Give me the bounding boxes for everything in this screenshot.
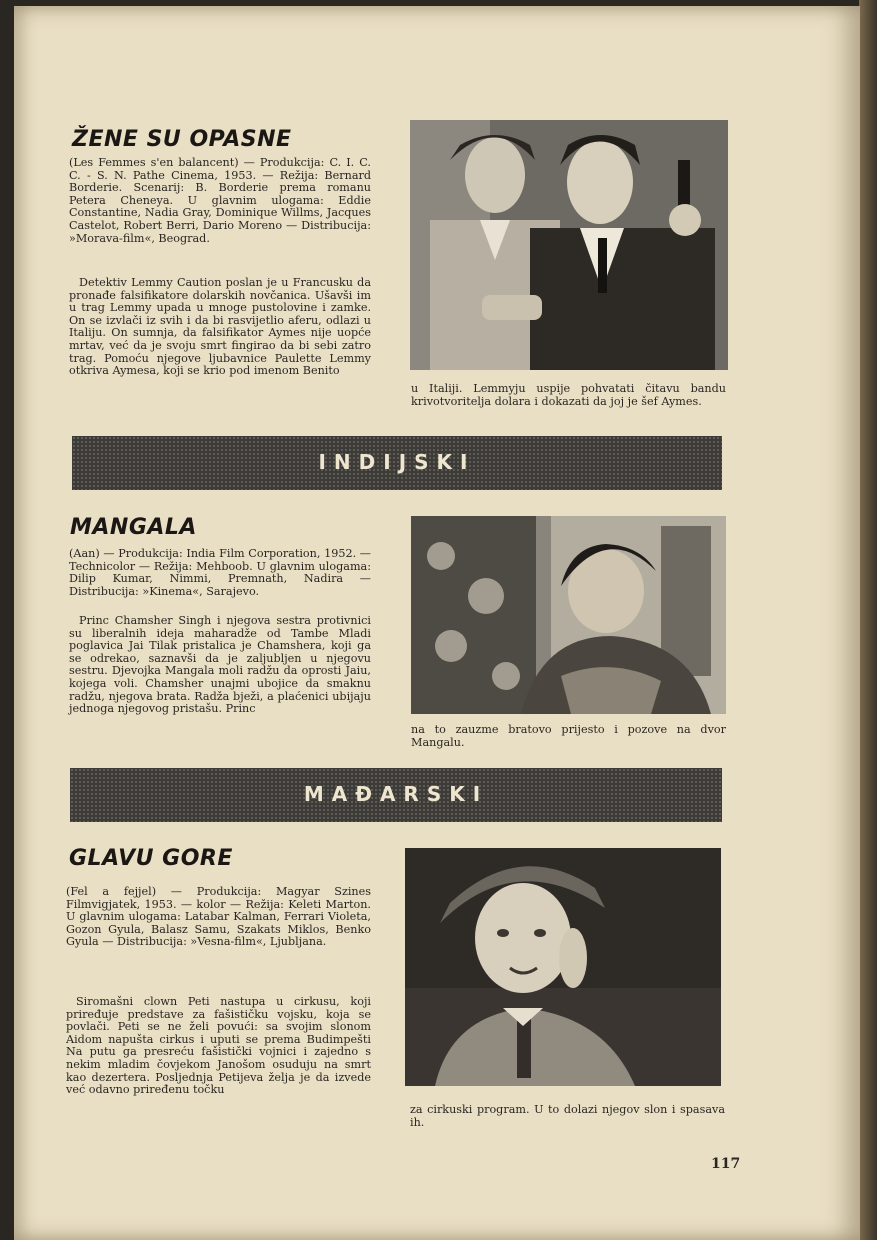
section-band-madarski xyxy=(70,768,722,822)
film-still-glavu-gore xyxy=(405,848,721,1086)
film-still-photo xyxy=(410,120,728,370)
article-credits: (Les Femmes s'en balancent) — Produkcija: C. I. C. C. - S. N. Pathe Cinema, 1953. — Režija: Bernard Borderie. Scenarij: B. Borderie prema romanu Petera Cheneya. U glavnim ulogama: Eddie Constantine, Nadia Gray, Dominique Willms, Jacques Castelot, Robert Berri, Dario Moreno — Distribucija: »Morava-film«, Beograd. xyxy=(69,156,371,245)
book-spine-edge xyxy=(859,0,877,1240)
article-credits: (Fel a fejjel) — Produkcija: Magyar Szines Filmvigjatek, 1953. — kolor — Režija: Keleti Marton. U glavnim ulogama: Latabar Kalman, Ferrari Violeta, Gozon Gyula, Balasz Samu, Szakats Miklos, Benko Gyula — Distribucija: »Vesna-film«, Ljubljana. xyxy=(66,885,371,949)
photo-caption: na to zauzme bratovo prijesto i pozove na dvor Mangalu. xyxy=(411,723,726,749)
film-still-zene-su-opasne xyxy=(410,120,728,370)
section-band-label: INDIJSKI xyxy=(318,450,476,474)
section-band-label: MAĐARSKI xyxy=(303,782,489,806)
article-title-glavu-gore: GLAVU GORE xyxy=(69,846,233,871)
photo-caption: za cirkuski program. U to dolazi njegov slon i spasava ih. xyxy=(410,1103,725,1129)
film-still-photo xyxy=(411,516,726,714)
article-body: Princ Chamsher Singh i njegova sestra protivnici su liberalnih ideja maharadže od Tambe Mladi poglavica Jai Tilak pristalica je Chamshera, koji ga se odrekao, saznavši da je zaljubljen u njegovu sestru. Djevojka Mangala moli radžu da oprosti Jaiu, kojega voli. Chamsher unajmi ubojice da smaknu radžu, njegova brata. Radža bježi, a plaćenici ubijaju jednoga njegovog pristašu. Princ xyxy=(69,614,371,716)
article-title-mangala: MANGALA xyxy=(70,515,197,540)
page-number: 117 xyxy=(711,1156,741,1172)
book-page xyxy=(14,6,860,1240)
film-still-photo xyxy=(405,848,721,1086)
article-title-zene-su-opasne: ŽENE SU OPASNE xyxy=(72,127,292,152)
section-band-indijski xyxy=(72,436,722,490)
photo-caption: u Italiji. Lemmyju uspije pohvatati čitavu bandu krivotvoritelja dolara i dokazati da joj je šef Aymes. xyxy=(411,382,726,408)
article-body: Siromašni clown Peti nastupa u cirkusu, koji priređuje predstave za fašističku vojsku, koja se povlači. Peti se ne želi povući: sa svojim slonom Aidom napušta cirkus i uputi se prema Budimpešti Na putu ga presreću fašistički vojnici i zajedno s nekim mladim čovjekom Janošom osuduju na smrt kao dezertera. Posljednja Petijeva želja je da izvede već odavno priređenu točku xyxy=(66,995,371,1097)
article-credits: (Aan) — Produkcija: India Film Corporation, 1952. — Technicolor — Režija: Mehboob. U glavnim ulogama: Dilip Kumar, Nimmi, Premnath, Nadira — Distribucija: »Kinema«, Sarajevo. xyxy=(69,547,371,598)
article-body: Detektiv Lemmy Caution poslan je u Francusku da pronađe falsifikatore dolarskih novčanica. Ušavši im u trag Lemmy upada u mnoge pustolovine i zamke. On se izvlači iz svih i da bi rasvijetlio aferu, odlazi u Italiju. On sumnja, da falsifikator Aymes nije uopće mrtav, već da je svoju smrt fingirao da bi sebi zatro trag. Pomoću njegove ljubavnice Paulette Lemmy otkriva Aymesa, koji se krio pod imenom Benito xyxy=(69,276,371,378)
film-still-mangala xyxy=(411,516,726,714)
